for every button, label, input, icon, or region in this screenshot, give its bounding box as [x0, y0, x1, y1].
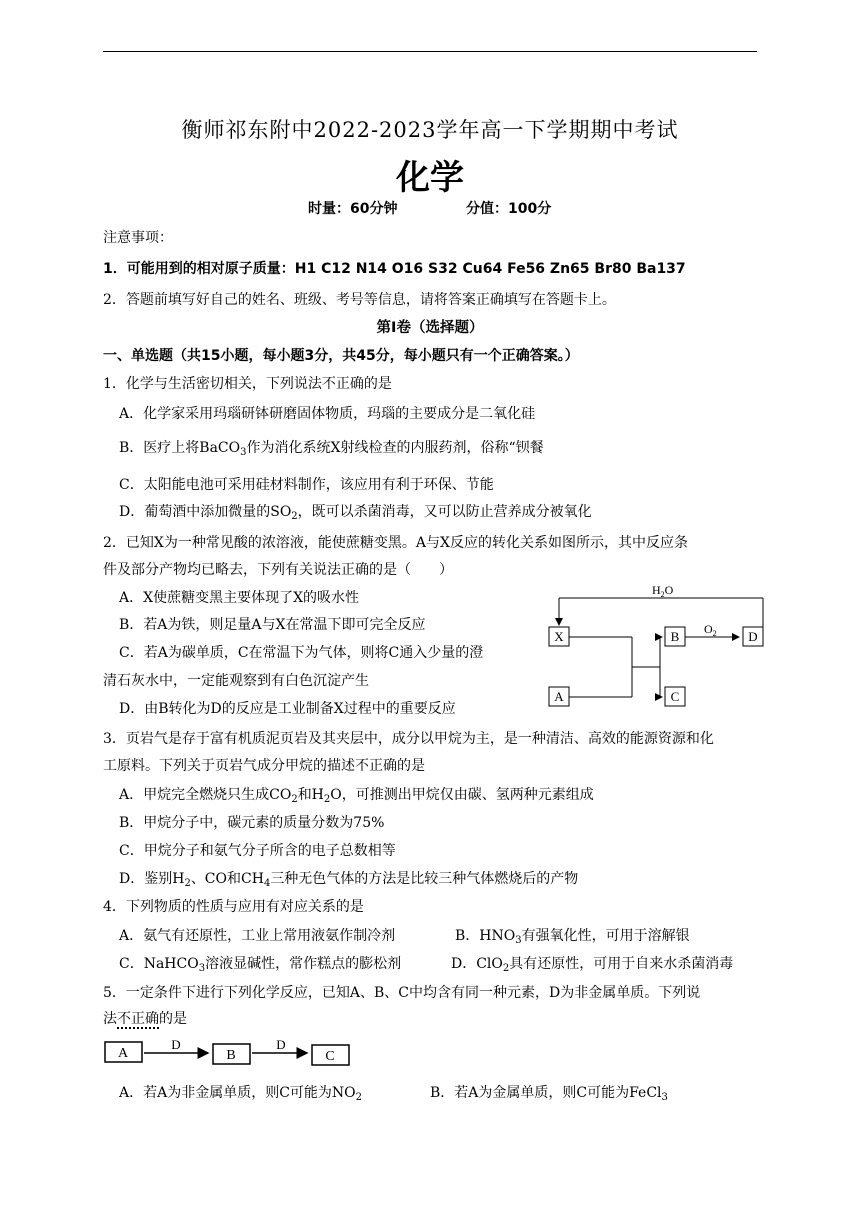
q1-stem: 1．化学与生活密切相关，下列说法不正确的是	[103, 376, 392, 392]
q1-option-a: A．化学家采用玛瑙研钵研磨固体物质，玛瑙的主要成分是二氧化硅	[119, 406, 536, 422]
q2-option-d: D．由B转化为D的反应是工业制备X过程中的重要反应	[119, 701, 456, 717]
q4-option-a: A．氨气有还原性，工业上常用液氨作制冷剂	[119, 928, 396, 944]
q1-option-d: D．葡萄酒中添加微量的$SO_2$，既可以杀菌消毒，又可以防止营养成分被氧化	[119, 504, 592, 522]
q5-option-a: A．若A为非金属单质，则C可能为$NO_2$	[119, 1085, 363, 1103]
q4-option-d: D．ClO$_2$具有还原性，可用于自来水杀菌消毒	[451, 956, 734, 974]
header-rule	[103, 51, 757, 52]
q4-option-c: C．NaHCO$_3$溶液显碱性，常作糕点的膨松剂	[119, 956, 402, 974]
q3-stem-line2: 工原料。下列关于页岩气成分甲烷的描述不正确的是	[103, 758, 425, 774]
box-b-label: B	[670, 629, 680, 644]
section-title: 第Ⅰ卷（选择题）	[376, 320, 484, 336]
q5-box-a-label: A	[117, 1046, 129, 1061]
q3-stem-line1: 3．页岩气是存于富有机质泥页岩及其夹层中，成分以甲烷为主，是一种清洁、高效的能源资源和化	[103, 731, 714, 747]
q3-option-c: C．甲烷分子和氨气分子所含的电子总数相等	[119, 843, 396, 859]
box-x-label: X	[554, 629, 564, 644]
part-heading: 一、单选题（共15小题，每小题3分，共45分，每小题只有一个正确答案。）	[103, 348, 579, 364]
q1-option-c: C．太阳能电池可采用硅材料制作，该应用有利于环保、节能	[119, 477, 494, 493]
oxygen-label: $O_2$	[704, 622, 717, 638]
q4-option-b: B．$HNO_3$有强氧化性，可用于溶解银	[455, 928, 690, 946]
full-score: 分值：100分	[466, 201, 552, 217]
notice-heading: 注意事项：	[103, 230, 173, 246]
q2-option-c-line2: 清石灰水中，一定能观察到有白色沉淀产生	[103, 673, 369, 689]
q3-option-b: B．甲烷分子中，碳元素的质量分数为75%	[119, 815, 385, 831]
subject-title: 化学	[396, 158, 464, 198]
emphasis-not-correct: 不正确	[117, 1011, 159, 1027]
exam-title: 衡师祁东附中2022-2023学年高一下学期期中考试	[181, 118, 679, 142]
q5-stem-line2: 法不正确的是	[103, 1011, 187, 1027]
q2-option-a: A．X使蔗糖变黑主要体现了X的吸水性	[119, 590, 360, 606]
q5-reaction-diagram	[100, 1036, 360, 1070]
q5-arrow-1-label: D	[171, 1037, 181, 1052]
q5-stem-line1: 5．一定条件下进行下列化学反应，已知A、B、C中均含有同一种元素，D为非金属单质。下列说	[103, 985, 701, 1001]
q2-stem-line1: 2．已知X为一种常见酸的浓溶液，能使蔗糖变黑。A与X反应的转化关系如图所示，其中反应条	[103, 535, 688, 551]
q5-box-c-label: C	[325, 1049, 335, 1064]
q3-option-a: A．甲烷完全燃烧只生成$CO_2$和$H_2O$，可推测出甲烷仅由碳、氢两种元素组成	[119, 787, 594, 805]
q2-option-b: B．若A为铁，则足量A与X在常温下即可完全反应	[119, 617, 426, 633]
q3-option-d: D．鉴别$H_2$、CO和$CH_4$三种无色气体的方法是比较三种气体燃烧后的产物	[119, 871, 579, 889]
q4-stem: 4．下列物质的性质与应用有对应关系的是	[103, 899, 364, 915]
q1-option-b: B．医疗上将BaCO$_3$作为消化系统X射线检查的内服药剂，俗称“钡餐	[119, 440, 544, 458]
water-label: $H_2O$	[652, 583, 674, 599]
box-c-label: C	[670, 689, 680, 704]
q2-reaction-diagram	[540, 580, 780, 720]
q5-arrow-2-label: D	[276, 1037, 286, 1052]
q2-stem-line2: 件及部分产物均已略去，下列有关说法正确的是（ ）	[103, 562, 453, 578]
notice-item-2: 2．答题前填写好自己的姓名、班级、考号等信息，请将答案正确填写在答题卡上。	[103, 292, 616, 308]
box-d-label: D	[748, 629, 758, 644]
box-a-label: A	[554, 689, 564, 704]
time-limit: 时量：60分钟	[308, 201, 398, 217]
q2-option-c-line1: C．若A为碳单质，C在常温下为气体，则将C通入少量的澄	[119, 645, 484, 661]
q5-box-b-label: B	[226, 1048, 236, 1063]
notice-item-1: 1．可能用到的相对原子质量：H1 C12 N14 O16 S32 Cu64 Fe56 Zn65 Br80 Ba137	[103, 261, 686, 277]
q5-option-b: B．若A为金属单质，则C可能为FeCl$_3$	[430, 1085, 668, 1103]
